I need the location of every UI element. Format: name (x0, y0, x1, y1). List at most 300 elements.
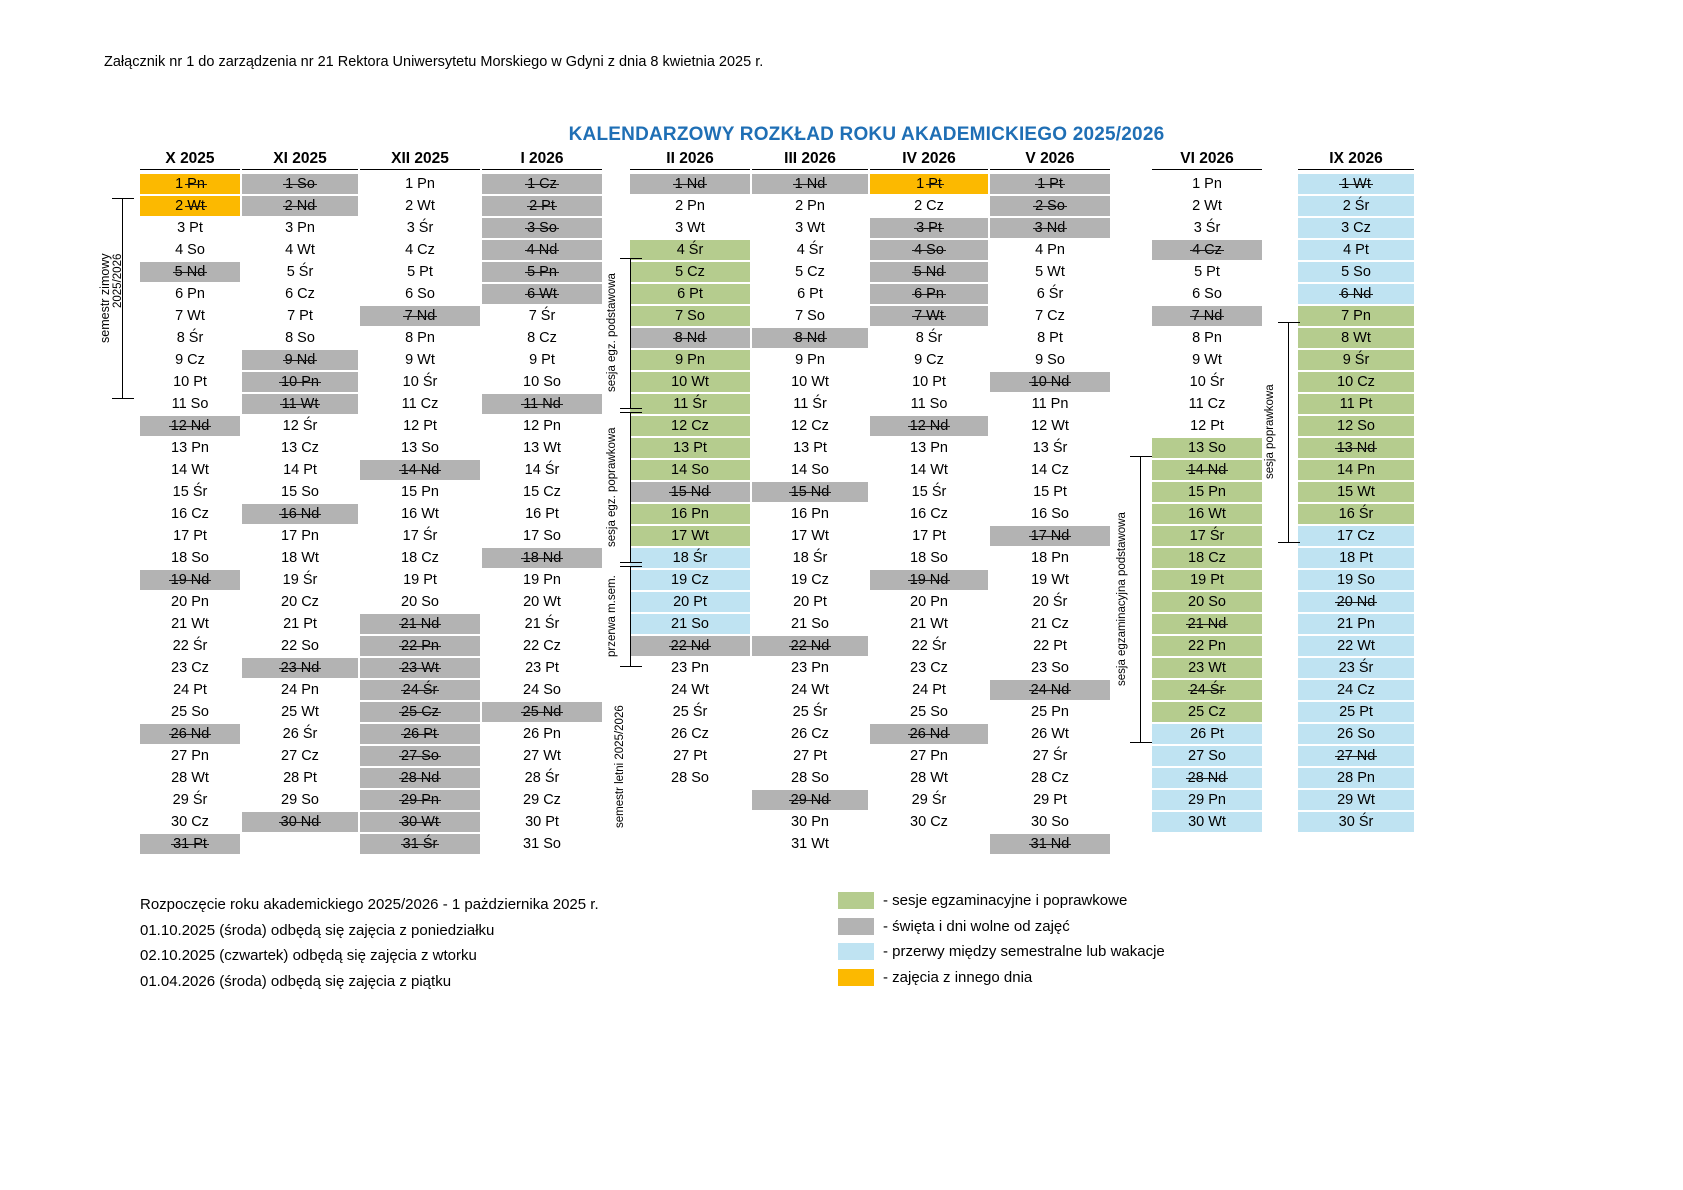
calendar-day (1298, 811, 1414, 833)
calendar-day (990, 833, 1110, 855)
day-label: 10 Pn (281, 374, 319, 390)
day-label: 29 Śr (911, 792, 947, 808)
legend-swatch-holiday (838, 918, 874, 935)
month-day-list (990, 173, 1110, 855)
calendar-day (482, 657, 602, 679)
calendar-day (140, 657, 240, 679)
calendar-day (1298, 767, 1414, 789)
day-label: 4 Cz (405, 242, 435, 258)
day-label: 24 Pn (281, 682, 319, 698)
day-label: 6 So (1192, 286, 1222, 302)
calendar-day (360, 569, 480, 591)
day-label: 26 Cz (791, 726, 829, 742)
day-label: 22 So (281, 638, 319, 654)
calendar-day (1152, 305, 1262, 327)
day-label: 11 Pt (1339, 396, 1373, 412)
calendar-day (752, 349, 868, 371)
calendar-day (990, 591, 1110, 613)
legend (838, 888, 1165, 990)
day-label: 8 Cz (527, 330, 557, 346)
day-label: 26 Pt (1190, 726, 1224, 742)
calendar-day (752, 811, 868, 833)
day-label: 5 Nd (913, 264, 945, 280)
calendar-day (140, 569, 240, 591)
calendar-day (140, 503, 240, 525)
calendar-day (1152, 723, 1262, 745)
calendar-day (242, 789, 358, 811)
calendar-day (870, 723, 988, 745)
month-day-list (630, 173, 750, 789)
day-label: 23 Pn (671, 660, 709, 676)
calendar-day (870, 481, 988, 503)
calendar-day (242, 173, 358, 195)
calendar-day (1298, 261, 1414, 283)
calendar-day (1152, 239, 1262, 261)
day-label: 6 Pn (914, 286, 944, 302)
month-column (752, 150, 868, 855)
day-label: 27 So (1188, 748, 1226, 764)
legend-item (838, 888, 1165, 914)
page-title (0, 124, 1683, 146)
calendar-day (482, 525, 602, 547)
calendar-day (990, 327, 1110, 349)
calendar-day (870, 239, 988, 261)
day-label: 15 Pt (1033, 484, 1067, 500)
day-label: 15 Nd (670, 484, 710, 500)
calendar-day (360, 745, 480, 767)
day-label: 6 Pt (797, 286, 823, 302)
day-label: 12 Cz (791, 418, 829, 434)
calendar-day (242, 371, 358, 393)
day-label: 24 Pt (173, 682, 207, 698)
day-label: 19 Nd (170, 572, 210, 588)
calendar-day (752, 195, 868, 217)
day-label: 7 Śr (528, 308, 556, 324)
calendar-day (1152, 657, 1262, 679)
day-label: 23 Cz (910, 660, 948, 676)
day-label: 7 Pn (1341, 308, 1371, 324)
annotation-cap (1278, 322, 1300, 323)
day-label: 24 So (523, 682, 561, 698)
day-label: 21 Pt (283, 616, 317, 632)
calendar-day (140, 811, 240, 833)
day-label: 1 Pt (1037, 176, 1063, 192)
day-label: 30 Wt (401, 814, 439, 830)
month-day-list (242, 173, 358, 833)
day-label: 26 Nd (909, 726, 949, 742)
day-label: 9 Śr (1342, 352, 1370, 368)
day-label: 11 Wt (281, 396, 319, 412)
calendar-day (870, 767, 988, 789)
day-label: 21 Pn (1337, 616, 1375, 632)
calendar-day (752, 701, 868, 723)
calendar-day (140, 679, 240, 701)
calendar-day (630, 657, 750, 679)
calendar-day (482, 811, 602, 833)
calendar-day (630, 547, 750, 569)
calendar-day (1152, 195, 1262, 217)
month-day-list (1298, 173, 1414, 833)
day-label: 17 Śr (1189, 528, 1225, 544)
calendar-day (630, 525, 750, 547)
calendar-day (360, 371, 480, 393)
calendar-day (752, 657, 868, 679)
calendar-day (1298, 239, 1414, 261)
calendar-day (1152, 591, 1262, 613)
day-label: 10 Wt (671, 374, 709, 390)
calendar-day (482, 745, 602, 767)
day-label: 7 So (795, 308, 825, 324)
day-label: 20 Pn (910, 594, 948, 610)
calendar-day (482, 481, 602, 503)
day-label: 28 So (671, 770, 709, 786)
day-label: 29 Pt (1033, 792, 1067, 808)
day-label: 13 Pt (793, 440, 827, 456)
calendar-day (1152, 525, 1262, 547)
day-label: 23 Nd (280, 660, 320, 676)
calendar-day (482, 327, 602, 349)
day-label: 22 Wt (1337, 638, 1375, 654)
day-label: 16 Pt (525, 506, 559, 522)
calendar-day (1298, 679, 1414, 701)
day-label: 22 Śr (911, 638, 947, 654)
calendar-day (630, 745, 750, 767)
legend-swatch-exam (838, 892, 874, 909)
calendar-day (1298, 481, 1414, 503)
day-label: 25 So (171, 704, 209, 720)
day-label: 15 Wt (1337, 484, 1375, 500)
calendar-day (140, 173, 240, 195)
calendar-day (990, 547, 1110, 569)
day-label: 21 Nd (400, 616, 440, 632)
day-label: 18 Pt (1339, 550, 1373, 566)
calendar-day (1298, 305, 1414, 327)
day-label: 30 Pn (791, 814, 829, 830)
day-label: 15 Cz (523, 484, 561, 500)
calendar-day (752, 217, 868, 239)
calendar-day (360, 503, 480, 525)
calendar-day (630, 767, 750, 789)
day-label: 16 Nd (280, 506, 320, 522)
day-label: 11 So (171, 396, 209, 412)
calendar-day (990, 415, 1110, 437)
calendar-day (990, 393, 1110, 415)
calendar-day (140, 393, 240, 415)
calendar-day (870, 591, 988, 613)
footnote-line: 01.10.2025 (środa) odbędą się zajęcia z poniedziałku (140, 921, 495, 939)
day-label: 25 So (910, 704, 948, 720)
day-label: 26 Pn (523, 726, 561, 742)
day-label: 21 Nd (1187, 616, 1227, 632)
day-label: 30 Cz (910, 814, 948, 830)
day-label: 28 So (791, 770, 829, 786)
day-label: 11 Nd (523, 396, 561, 412)
day-label: 23 So (1031, 660, 1069, 676)
calendar-day (482, 635, 602, 657)
day-label: 4 Pt (1343, 242, 1369, 258)
calendar-day (1152, 503, 1262, 525)
calendar-day (752, 305, 868, 327)
calendar-day (630, 239, 750, 261)
day-label: 22 Nd (790, 638, 830, 654)
day-label: 9 Cz (914, 352, 944, 368)
legend-item (838, 914, 1165, 940)
day-label: 1 Cz (527, 176, 557, 192)
day-label: 24 Nd (1030, 682, 1070, 698)
day-label: 14 So (671, 462, 709, 478)
day-label: 28 Nd (1187, 770, 1227, 786)
annotation-cap (620, 258, 642, 259)
calendar-day (1152, 679, 1262, 701)
day-label: 6 Nd (1340, 286, 1372, 302)
calendar-day (630, 371, 750, 393)
day-label: 6 Wt (527, 286, 557, 302)
day-label: 30 Śr (1338, 814, 1374, 830)
day-label: 25 Śr (672, 704, 708, 720)
day-label: 31 So (523, 836, 561, 852)
calendar-day (360, 789, 480, 811)
calendar-day (752, 635, 868, 657)
calendar-day (360, 679, 480, 701)
day-label: 28 Pt (283, 770, 317, 786)
calendar-day (752, 613, 868, 635)
day-label: 3 Pt (916, 220, 942, 236)
day-label: 20 Pt (673, 594, 707, 610)
calendar-day (360, 437, 480, 459)
annotation-cap (1278, 542, 1300, 543)
day-label: 21 Wt (171, 616, 209, 632)
calendar-day (752, 327, 868, 349)
calendar-day (990, 217, 1110, 239)
day-label: 9 Pt (529, 352, 555, 368)
day-label: 8 Pn (1192, 330, 1222, 346)
calendar-day (482, 723, 602, 745)
calendar-day (482, 283, 602, 305)
day-label: 13 Śr (1032, 440, 1068, 456)
month-header: II 2026 (630, 150, 750, 170)
day-label: 25 Nd (522, 704, 562, 720)
calendar-day (1298, 327, 1414, 349)
calendar-day (360, 591, 480, 613)
day-label: 10 Pt (912, 374, 946, 390)
calendar-day (1152, 261, 1262, 283)
calendar-day (242, 525, 358, 547)
day-label: 13 Pt (673, 440, 707, 456)
day-label: 4 Śr (676, 242, 704, 258)
calendar-day (1298, 415, 1414, 437)
calendar-day (630, 195, 750, 217)
annotation-cap (112, 398, 134, 399)
calendar-day (1152, 459, 1262, 481)
day-label: 19 Wt (1031, 572, 1069, 588)
annotation-label: sesja poprawkowa (1264, 384, 1276, 480)
academic-calendar (104, 150, 1584, 855)
day-label: 2 Wt (175, 198, 205, 214)
calendar-day (630, 261, 750, 283)
day-label: 8 Nd (794, 330, 826, 346)
month-header: IX 2026 (1298, 150, 1414, 170)
day-label: 21 So (671, 616, 709, 632)
calendar-day (360, 195, 480, 217)
day-label: 25 Pn (1031, 704, 1069, 720)
day-label: 5 Pt (1194, 264, 1220, 280)
month-header: X 2025 (140, 150, 240, 170)
calendar-day (242, 635, 358, 657)
month-header: V 2026 (990, 150, 1110, 170)
calendar-day (360, 635, 480, 657)
calendar-day (870, 261, 988, 283)
day-label: 26 Nd (170, 726, 210, 742)
calendar-day (140, 481, 240, 503)
calendar-day (140, 217, 240, 239)
day-label: 29 Śr (172, 792, 208, 808)
day-label: 27 Pn (171, 748, 209, 764)
calendar-day (990, 481, 1110, 503)
calendar-day (360, 459, 480, 481)
day-label: 27 Śr (1032, 748, 1068, 764)
day-label: 7 Nd (404, 308, 436, 324)
day-label: 14 Wt (910, 462, 948, 478)
day-label: 20 Pn (171, 594, 209, 610)
calendar-day (870, 613, 988, 635)
day-label: 5 So (1341, 264, 1371, 280)
calendar-day (990, 195, 1110, 217)
calendar-day (140, 591, 240, 613)
calendar-day (140, 525, 240, 547)
calendar-day (630, 591, 750, 613)
calendar-day (140, 195, 240, 217)
day-label: 27 Wt (523, 748, 561, 764)
day-label: 5 Śr (286, 264, 314, 280)
day-label: 18 Śr (792, 550, 828, 566)
day-label: 10 Nd (1030, 374, 1070, 390)
calendar-day (1152, 569, 1262, 591)
calendar-day (242, 217, 358, 239)
day-label: 22 Śr (172, 638, 208, 654)
day-label: 13 So (1188, 440, 1226, 456)
day-label: 2 So (1035, 198, 1065, 214)
calendar-day (242, 613, 358, 635)
day-label: 10 So (523, 374, 561, 390)
calendar-day (630, 349, 750, 371)
day-label: 5 Pt (407, 264, 433, 280)
calendar-day (990, 811, 1110, 833)
day-label: 21 So (791, 616, 829, 632)
footnote-line: Rozpoczęcie roku akademickiego 2025/2026 - 1 pażdziernika 2025 r. (140, 896, 599, 913)
calendar-day (870, 811, 988, 833)
day-label: 20 Śr (1032, 594, 1068, 610)
calendar-day (360, 481, 480, 503)
calendar-day (990, 371, 1110, 393)
calendar-day (630, 701, 750, 723)
day-label: 18 Śr (672, 550, 708, 566)
calendar-day (630, 305, 750, 327)
annotation-cap (620, 412, 642, 413)
day-label: 10 Cz (1337, 374, 1375, 390)
day-label: 29 Cz (523, 792, 561, 808)
calendar-day (360, 833, 480, 855)
calendar-day (360, 393, 480, 415)
day-label: 3 Nd (1034, 220, 1066, 236)
calendar-day (870, 437, 988, 459)
day-label: 17 Śr (402, 528, 438, 544)
calendar-day (360, 173, 480, 195)
day-label: 22 Pt (1033, 638, 1067, 654)
day-label: 30 Wt (1188, 814, 1226, 830)
day-label: 19 Nd (909, 572, 949, 588)
calendar-day (990, 283, 1110, 305)
month-day-list (1152, 173, 1262, 833)
calendar-day (140, 833, 240, 855)
calendar-day (360, 415, 480, 437)
day-label: 12 Śr (282, 418, 318, 434)
calendar-day (140, 305, 240, 327)
day-label: 27 Cz (281, 748, 319, 764)
calendar-day (990, 745, 1110, 767)
calendar-day (870, 217, 988, 239)
day-label: 3 Pt (177, 220, 203, 236)
calendar-day (140, 415, 240, 437)
calendar-day (140, 261, 240, 283)
day-label: 8 Śr (176, 330, 204, 346)
day-label: 6 Cz (285, 286, 315, 302)
day-label: 16 Wt (401, 506, 439, 522)
calendar-day (990, 723, 1110, 745)
calendar-day (1298, 591, 1414, 613)
calendar-day (870, 789, 988, 811)
day-label: 13 Cz (281, 440, 319, 456)
day-label: 9 Pn (795, 352, 825, 368)
day-label: 3 Wt (675, 220, 705, 236)
day-label: 24 Cz (1337, 682, 1375, 698)
calendar-day (242, 459, 358, 481)
day-label: 24 Śr (402, 682, 438, 698)
day-label: 23 Wt (401, 660, 439, 676)
calendar-day (482, 503, 602, 525)
calendar-day (870, 305, 988, 327)
calendar-day (360, 547, 480, 569)
calendar-day (752, 745, 868, 767)
calendar-day (1152, 283, 1262, 305)
calendar-day (990, 437, 1110, 459)
calendar-day (1152, 789, 1262, 811)
calendar-day (1298, 569, 1414, 591)
day-label: 18 Pn (1031, 550, 1069, 566)
calendar-day (242, 283, 358, 305)
calendar-day (752, 371, 868, 393)
calendar-day (990, 701, 1110, 723)
calendar-day (140, 349, 240, 371)
day-label: 3 Śr (1193, 220, 1221, 236)
day-label: 3 Cz (1341, 220, 1371, 236)
calendar-day (482, 195, 602, 217)
day-label: 12 Pt (403, 418, 437, 434)
calendar-day (1298, 437, 1414, 459)
day-label: 16 Pn (671, 506, 709, 522)
calendar-day (242, 481, 358, 503)
legend-swatch-other-day (838, 969, 874, 986)
calendar-day (870, 701, 988, 723)
legend-label: - sesje egzaminacyjne i poprawkowe (883, 892, 1128, 909)
calendar-day (482, 613, 602, 635)
day-label: 8 Wt (1341, 330, 1371, 346)
calendar-day (242, 503, 358, 525)
day-label: 19 Pt (403, 572, 437, 588)
calendar-day (360, 283, 480, 305)
footnote-line: 02.10.2025 (czwartek) odbędą się zajęcia z wtorku (140, 947, 477, 964)
calendar-day (870, 569, 988, 591)
annotation-label: sesja egzaminacyjna podstawowa (1116, 512, 1128, 686)
